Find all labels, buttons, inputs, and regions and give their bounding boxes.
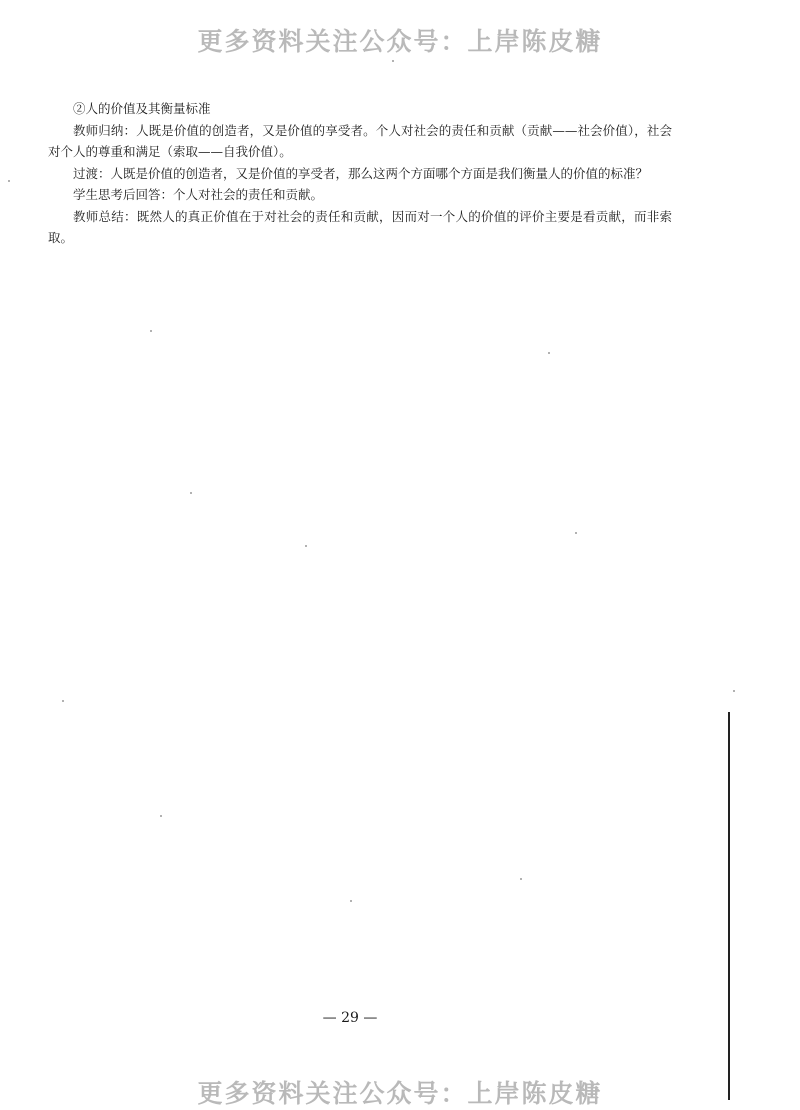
scan-speck bbox=[733, 690, 735, 692]
paragraph-teacher-conclusion: 教师总结：既然人的真正价值在于对社会的责任和贡献，因而对一个人的价值的评价主要是看贡献，而非索取。 bbox=[48, 208, 672, 245]
scan-speck bbox=[160, 815, 162, 817]
scan-speck bbox=[392, 60, 394, 62]
binding-line bbox=[728, 712, 730, 1100]
scan-speck bbox=[8, 180, 10, 182]
paragraph-student-answer: 学生思考后回答：个人对社会的责任和贡献。 bbox=[73, 187, 324, 202]
paragraph-transition: 过渡：人既是价值的创造者，又是价值的享受者，那么这两个方面哪个方面是我们衡量人的价值的标准？ bbox=[73, 165, 649, 181]
section-heading: ②人的价值及其衡量标准 bbox=[73, 101, 211, 116]
scan-speck bbox=[150, 330, 152, 332]
scan-speck bbox=[548, 352, 550, 354]
scan-speck bbox=[305, 545, 307, 547]
scan-speck bbox=[575, 532, 577, 534]
scan-speck bbox=[190, 492, 192, 494]
page-number: — 29 — bbox=[322, 1010, 378, 1026]
scan-speck bbox=[520, 878, 522, 880]
scan-speck bbox=[350, 900, 352, 902]
watermark-bottom: 更多资料关注公众号：上岸陈皮糖 bbox=[197, 1079, 603, 1108]
document-body bbox=[48, 98, 672, 249]
watermark-top: 更多资料关注公众号：上岸陈皮糖 bbox=[197, 27, 603, 56]
paragraph-teacher-summary: 教师归纳：人既是价值的创造者，又是价值的享受者。个人对社会的责任和贡献（贡献——社会价值），社会对个人的尊重和满足（索取——自我价值）。 bbox=[48, 122, 672, 159]
scan-speck bbox=[62, 700, 64, 702]
